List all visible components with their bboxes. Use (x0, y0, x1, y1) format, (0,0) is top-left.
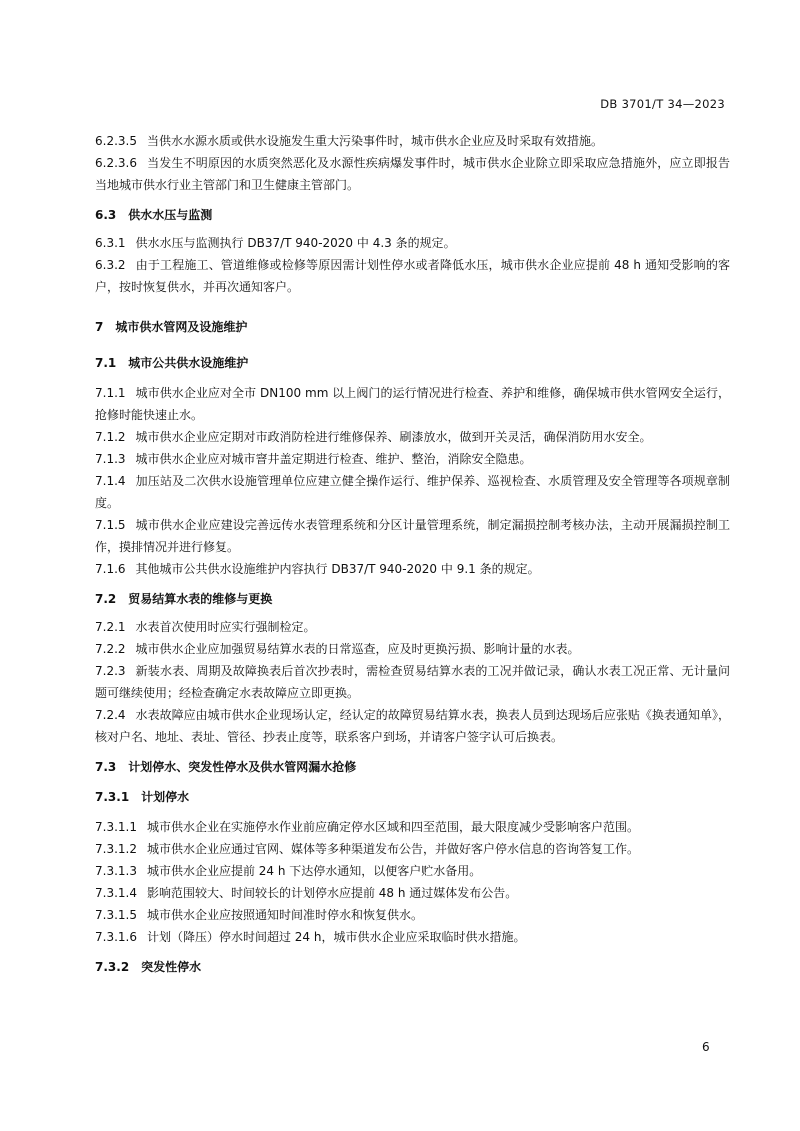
clause-text: 城市供水企业在实施停水作业前应确定停水区域和四至范围，最大限度减少受影响客户范围。 (146, 820, 639, 834)
clause-number: 7.1.6 (95, 562, 126, 576)
clause-number: 7.3.1.6 (95, 930, 137, 944)
clause-text: 城市供水企业应按照通知时间准时停水和恢复供水。 (146, 908, 423, 922)
document-code: DB 3701/T 34—2023 (600, 97, 725, 111)
clause-number: 7.3.1.1 (95, 820, 137, 834)
clause-7-1-3 (95, 448, 730, 470)
clause-text: 城市供水企业应对全市 DN100 mm 以上阀门的运行情况进行检查、养护和维修，确保城市供水管网安全运行，抢修时能快速止水。 (95, 386, 730, 422)
clause-number: 7.1.4 (95, 474, 126, 488)
clause-text: 水表故障应由城市供水企业现场认定，经认定的故障贸易结算水表，换表人员到达现场后应张贴《换表通知单》，核对户名、地址、表址、管径、抄表止度等，联系客户到场，并请客户签字认可后换表。 (95, 708, 730, 744)
clause-6-2-3-5 (95, 130, 730, 152)
clause-text: 影响范围较大、时间较长的计划停水应提前 48 h 通过媒体发布公告。 (146, 886, 518, 900)
page-number: 6 (702, 1040, 710, 1054)
subsection-heading-7-3-2 (95, 956, 730, 978)
heading-text: 计划停水、突发性停水及供水管网漏水抢修 (128, 760, 357, 774)
clause-text: 城市供水企业应通过官网、媒体等多种渠道发布公告，并做好客户停水信息的咨询答复工作。 (146, 842, 639, 856)
heading-text: 贸易结算水表的维修与更换 (128, 592, 273, 606)
clause-7-2-3 (95, 660, 730, 704)
clause-number: 7.1.1 (95, 386, 126, 400)
heading-number: 7.3 (95, 760, 117, 774)
heading-text: 计划停水 (141, 790, 190, 804)
clause-number: 7.3.1.3 (95, 864, 137, 878)
clause-6-3-1 (95, 232, 730, 254)
clause-text: 新装水表、周期及故障换表后首次抄表时，需检查贸易结算水表的工况并做记录，确认水表工况正常、无计量问题可继续使用；经检查确定水表故障应立即更换。 (95, 664, 730, 700)
clause-number: 7.1.3 (95, 452, 126, 466)
clause-number: 7.2.1 (95, 620, 126, 634)
heading-number: 7.3.2 (95, 960, 130, 974)
heading-text: 供水水压与监测 (128, 208, 213, 222)
clause-7-1-4 (95, 470, 730, 514)
clause-text: 城市供水企业应对城市窨井盖定期进行检查、维护、整治，消除安全隐患。 (135, 452, 532, 466)
clause-7-2-1 (95, 616, 730, 638)
clause-7-1-1 (95, 382, 730, 426)
heading-number: 7.3.1 (95, 790, 130, 804)
clause-6-3-2 (95, 254, 730, 298)
clause-7-2-2 (95, 638, 730, 660)
clause-text: 其他城市公共供水设施维护内容执行 DB37/T 940-2020 中 9.1 条的规定。 (135, 562, 540, 576)
clause-number: 7.1.5 (95, 518, 126, 532)
clause-7-3-1-3 (95, 860, 730, 882)
clause-number: 7.1.2 (95, 430, 126, 444)
clause-text: 加压站及二次供水设施管理单位应建立健全操作运行、维护保养、巡视检查、水质管理及安全管理等各项规章制度。 (95, 474, 730, 510)
section-heading-7-1 (95, 352, 730, 374)
section-heading-7-2 (95, 588, 730, 610)
clause-text: 计划（降压）停水时间超过 24 h，城市供水企业应采取临时供水措施。 (146, 930, 526, 944)
clause-number: 6.2.3.5 (95, 134, 137, 148)
clause-number: 7.2.4 (95, 708, 126, 722)
section-heading-6-3 (95, 204, 730, 226)
section-heading-7-3 (95, 756, 730, 778)
heading-number: 7.1 (95, 356, 117, 370)
subsection-heading-7-3-1 (95, 786, 730, 808)
clause-text: 当发生不明原因的水质突然恶化及水源性疾病爆发事件时，城市供水企业除立即采取应急措施外，应立即报告当地城市供水行业主管部门和卫生健康主管部门。 (95, 156, 730, 192)
clause-number: 6.2.3.6 (95, 156, 137, 170)
clause-number: 6.3.1 (95, 236, 126, 250)
clause-text: 当供水水源水质或供水设施发生重大污染事件时，城市供水企业应及时采取有效措施。 (146, 134, 603, 148)
clause-number: 7.2.3 (95, 664, 126, 678)
clause-text: 城市供水企业应提前 24 h 下达停水通知，以便客户贮水备用。 (146, 864, 482, 878)
clause-7-3-1-6 (95, 926, 730, 948)
clause-7-1-6 (95, 558, 730, 580)
clause-7-1-5 (95, 514, 730, 558)
clause-text: 水表首次使用时应实行强制检定。 (135, 620, 316, 634)
clause-number: 7.2.2 (95, 642, 126, 656)
clause-number: 6.3.2 (95, 258, 126, 272)
clause-7-3-1-2 (95, 838, 730, 860)
clause-6-2-3-6 (95, 152, 730, 196)
clause-number: 7.3.1.5 (95, 908, 137, 922)
clause-text: 城市供水企业应定期对市政消防栓进行维修保养、刷漆放水，做到开关灵活，确保消防用水安全。 (135, 430, 652, 444)
heading-text: 城市供水管网及设施维护 (115, 320, 248, 334)
heading-number: 7.2 (95, 592, 117, 606)
clause-number: 7.3.1.2 (95, 842, 137, 856)
chapter-heading-7 (95, 316, 730, 338)
heading-number: 6.3 (95, 208, 117, 222)
clause-7-3-1-4 (95, 882, 730, 904)
clause-text: 城市供水企业应建设完善远传水表管理系统和分区计量管理系统，制定漏损控制考核办法，主动开展漏损控制工作，摸排情况并进行修复。 (95, 518, 730, 554)
clause-text: 供水水压与监测执行 DB37/T 940-2020 中 4.3 条的规定。 (135, 236, 456, 250)
document-body (95, 130, 730, 978)
clause-7-3-1-1 (95, 816, 730, 838)
clause-7-2-4 (95, 704, 730, 748)
heading-text: 突发性停水 (141, 960, 202, 974)
clause-text: 城市供水企业应加强贸易结算水表的日常巡查，应及时更换污损、影响计量的水表。 (135, 642, 580, 656)
clause-7-1-2 (95, 426, 730, 448)
clause-number: 7.3.1.4 (95, 886, 137, 900)
heading-text: 城市公共供水设施维护 (128, 356, 249, 370)
clause-text: 由于工程施工、管道维修或检修等原因需计划性停水或者降低水压，城市供水企业应提前 48 h 通知受影响的客户，按时恢复供水，并再次通知客户。 (95, 258, 730, 294)
heading-number: 7 (95, 320, 104, 334)
clause-7-3-1-5 (95, 904, 730, 926)
